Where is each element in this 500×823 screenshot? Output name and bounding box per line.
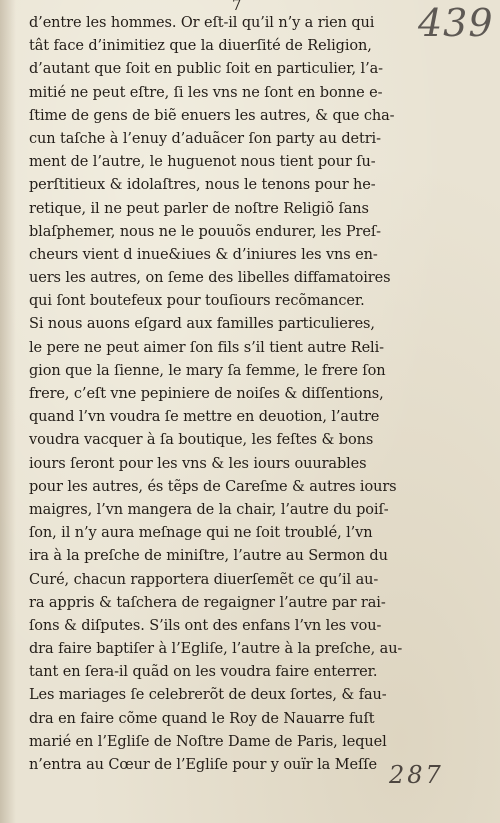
text-line: d’autant que ſoit en public ſoit en particulier, l’a- <box>29 61 383 78</box>
text-line: Si nous auons eſgard aux familles particulieres, <box>29 316 375 333</box>
text-line: Les mariages ſe celebrerõt de deux ſortes, & fau- <box>29 687 387 704</box>
page-gutter-shadow <box>0 0 16 823</box>
text-line: ſtime de gens de biẽ enuers les autres, & que cha- <box>29 107 395 124</box>
text-line: ira à la preſche de miniſtre, l’autre au Sermon du <box>29 548 388 565</box>
bottom-folio-number: 287 <box>389 761 444 789</box>
text-line: retique, il ne peut parler de noſtre Religiõ ſans <box>29 200 369 217</box>
text-line: qui ſont boutefeux pour touſiours recõmancer. <box>29 293 365 310</box>
text-line: pour les autres, és tẽps de Careſme & autres iours <box>29 478 397 495</box>
text-line: Curé, chacun rapportera diuerſemẽt ce qu’il au- <box>29 571 379 588</box>
text-line: tant en ſera-il quãd on les voudra faire enterrer. <box>29 664 378 681</box>
text-line: voudra vacquer à ſa boutique, les feſtes & bons <box>29 432 374 449</box>
text-line: blaſphemer, nous ne le pouuõs endurer, les Preſ- <box>29 223 381 240</box>
text-line: ſons & diſputes. S’ils ont des enfans l’vn les vou- <box>29 617 382 634</box>
text-line: cun taſche à l’enuy d’aduãcer ſon party au detri- <box>29 130 381 147</box>
text-line: mitié ne peut eſtre, ſi les vns ne ſont en bonne e- <box>29 84 383 101</box>
text-line: n’entra au Cœur de l’Egliſe pour y ouïr la Meſſe <box>29 757 377 773</box>
text-line: dra en faire cõme quand le Roy de Nauarre fuſt <box>29 710 375 727</box>
text-line: tât face d’inimitiez que la diuerſité de Religion, <box>29 38 372 55</box>
text-line: maigres, l’vn mangera de la chair, l’autre du poiſ- <box>29 501 389 518</box>
text-line: d’entre les hommes. Or eſt-il qu’il n’y a rien qui <box>29 15 375 31</box>
text-line: ment de l’autre, le huguenot nous tient pour ſu- <box>29 154 376 171</box>
manuscript-number: 439 <box>418 1 494 45</box>
text-line: perſtitieux & idolaſtres, nous le tenons pour he- <box>29 177 376 194</box>
text-line: cheurs vient d inue&iues & d’iniures les vns en- <box>29 246 378 263</box>
text-line: le pere ne peut aimer ſon fils s’il tient autre Reli- <box>29 339 384 356</box>
body-text <box>29 0 409 777</box>
text-line: marié en l’Egliſe de Noſtre Dame de Paris, lequel <box>29 733 387 750</box>
text-line: dra faire baptiſer à l’Egliſe, l’autre à la preſche, au- <box>29 641 403 658</box>
text-line: quand l’vn voudra ſe mettre en deuotion, l’autre <box>29 409 380 426</box>
text-line: ra appris & taſchera de regaigner l’autre par rai- <box>29 594 386 611</box>
text-line: ſon, il n’y aura meſnage qui ne ſoit troublé, l’vn <box>29 525 373 542</box>
folio-mark: 7 <box>232 0 242 14</box>
text-line: uers les autres, on ſeme des libelles diffamatoires <box>29 270 391 287</box>
text-line: iours ſeront pour les vns & les iours ouurables <box>29 455 367 472</box>
text-line: gion que la ſienne, le mary ſa femme, le frere ſon <box>29 362 386 379</box>
text-line: frere, c’eſt vne pepiniere de noiſes & diſſentions, <box>29 386 384 402</box>
